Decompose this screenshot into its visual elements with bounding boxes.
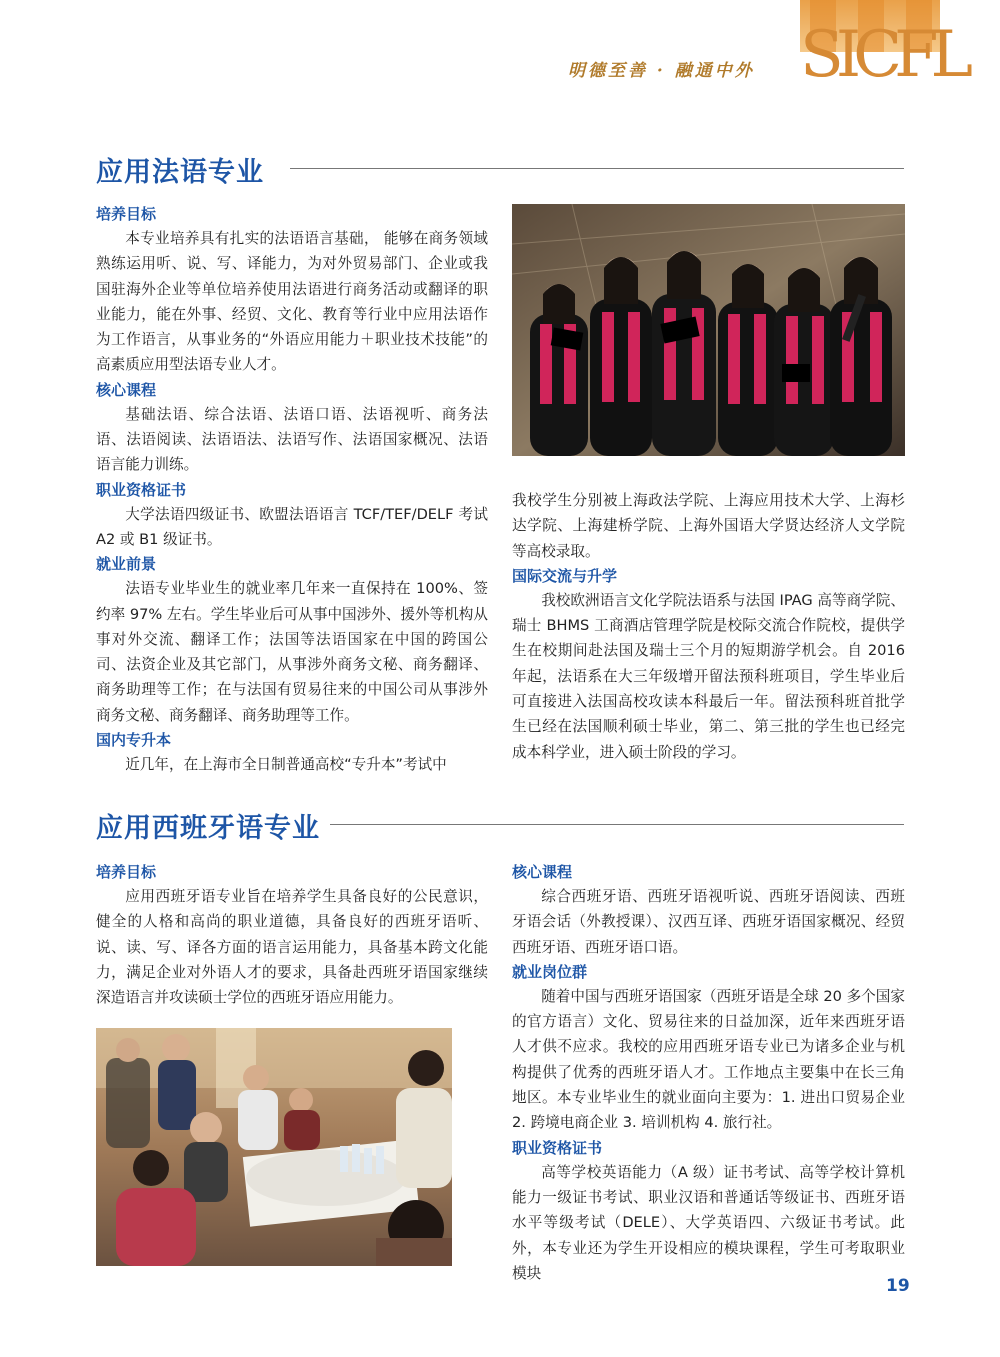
section-heading: 就业前景: [96, 555, 157, 574]
section-heading: 培养目标: [96, 863, 157, 881]
title-rule: [330, 824, 904, 825]
paragraph-continued: 我校学生分别被上海政法学院、上海应用技术大学、上海杉达学院、上海建桥学院、上海外国语大学贤达经济人文学院等高校录取。: [512, 492, 905, 560]
section-heading: 国际交流与升学: [512, 566, 618, 585]
paragraph: 应用西班牙语专业旨在培养学生具备良好的公民意识，健全的人格和高尚的职业道德，具备良好的西班牙语听、说、读、写、译各方面的语言运用能力，具备基本跨文化能力，满足企业对外语人才的要求，具备赴西班牙语国家继续深造语言并攻读硕士学位的西班牙语应用能力。: [96, 888, 488, 1007]
paragraph: 基础法语、综合法语、法语口语、法语视听、商务法语、法语阅读、法语语法、法语写作、法语国家概况、法语语言能力训练。: [96, 405, 488, 474]
paragraph: 高等学校英语能力（A 级）证书考试、高等学校计算机能力一级证书考试、职业汉语和普通话等级证书、西班牙语水平等级考试（DELE）、大学英语四、六级证书考试。此外，本专业还为学生开设相应的模块课程，学生可考取职业模块: [512, 1163, 905, 1282]
section-heading: 培养目标: [96, 205, 157, 223]
paragraph: 法语专业毕业生的就业率几年来一直保持在 100%、签约率 97% 左右。学生毕业后可从事中国涉外、援外等机构从事对外交流、翻译工作；法国等法语国家在中国的跨国公司、法资企业及其它部门，从事涉外商务文秘、商务翻译、商务助理等工作；在与法国有贸易往来的中国公司从事涉外商务文秘、商务翻译、商务助理等工作。: [96, 580, 488, 724]
logo-letters: SICFL: [800, 18, 965, 92]
section-heading: 核心课程: [96, 380, 157, 399]
classroom-photo: [96, 1028, 452, 1266]
spanish-left-column: [96, 860, 488, 1010]
section-heading: 职业资格证书: [96, 480, 187, 499]
section-heading: 国内专升本: [96, 731, 172, 750]
spanish-right-column: [512, 860, 905, 1286]
header-motto: 明德至善 · 融通中外: [568, 61, 755, 81]
title-rule: [290, 168, 904, 169]
spanish-section-title: 应用西班牙语专业: [96, 813, 320, 844]
paragraph: 大学法语四级证书、欧盟法语语言 TCF/TEF/DELF 考试 A2 或 B1 级证书。: [96, 505, 488, 548]
french-section-title: 应用法语专业: [96, 157, 264, 188]
page-number: 19: [886, 1276, 910, 1296]
paragraph: 本专业培养具有扎实的法语语言基础， 能够在商务领域熟练运用听、说、写、译能力，为对外贸易部门、企业或我国驻海外企业等单位培养使用法语进行商务活动或翻译的职业能力，能在外事、经贸、文化、教育等行业中应用法语作为工作语言，从事业务的“外语应用能力＋职业技术技能”的高素质应用型法语专业人才。: [96, 230, 488, 374]
paragraph: 近几年，在上海市全日制普通高校“专升本”考试中: [125, 756, 447, 774]
paragraph: 我校欧洲语言文化学院法语系与法国 IPAG 高等商学院、瑞士 BHMS 工商酒店管理学院是校际交流合作院校，提供学生在校期间赴法国及瑞士三个月的短期游学机会。自 2016 年起，法语系在大三年级增开留法预科班项目，学生毕业后可直接进入法国高校攻读本科最后一年。留法预科班首批学生已经在法国顺利硕士毕业，第二、第三批的学生也已经完成本科学业，进入硕士阶段的学习。: [512, 591, 905, 761]
paragraph: 综合西班牙语、西班牙语视听说、西班牙语阅读、西班牙语会话（外教授课）、汉西互译、西班牙语国家概况、经贸西班牙语、西班牙语口语。: [512, 888, 905, 956]
section-heading: 职业资格证书: [512, 1138, 603, 1157]
school-logo: [800, 0, 1000, 95]
french-left-column: [96, 202, 488, 777]
section-heading: 核心课程: [512, 863, 573, 881]
paragraph: 随着中国与西班牙语国家（西班牙语是全球 20 多个国家的官方语言）文化、贸易往来的日益加深，近年来西班牙语人才供不应求。我校的应用西班牙语专业已为诸多企业与机构提供了优秀的西班牙语人才。工作地点主要集中在长三角地区。本专业毕业生的就业面向主要为：1. 进出口贸易企业 2. 跨境电商企业 3. 培训机构 4. 旅行社。: [512, 987, 905, 1132]
graduation-photo: [512, 204, 905, 456]
french-right-column: [512, 488, 905, 765]
section-heading: 就业岗位群: [512, 962, 588, 981]
